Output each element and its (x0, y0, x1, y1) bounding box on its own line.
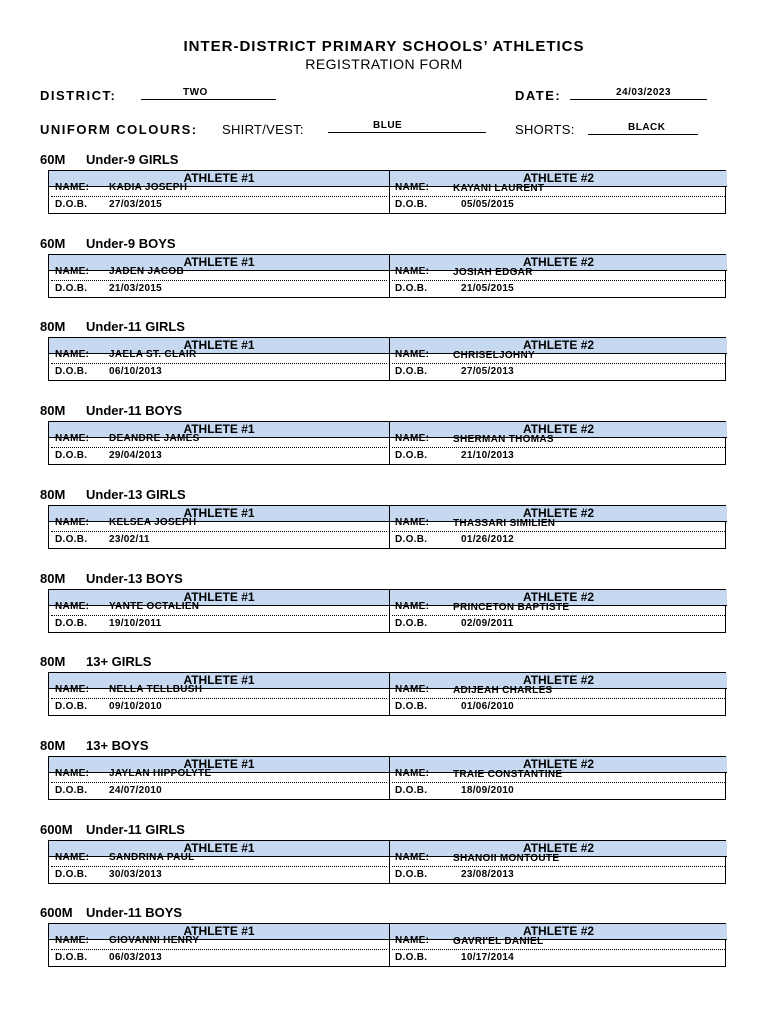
athlete2-header: ATHLETE #2 (390, 255, 727, 271)
section-title (40, 152, 178, 167)
section-title (40, 654, 151, 669)
row-divider (51, 949, 387, 950)
athlete1-dob[interactable]: 29/04/2013 (109, 450, 163, 461)
athlete2-dob[interactable]: 02/09/2011 (461, 618, 514, 629)
athlete1-dob[interactable]: 21/03/2015 (109, 283, 163, 294)
section-title (40, 487, 186, 502)
date-label: DATE: (515, 88, 562, 103)
row-divider (392, 949, 725, 950)
athlete1-dob[interactable]: 23/02/11 (109, 534, 150, 545)
athlete2-header: ATHLETE #2 (390, 590, 727, 606)
athlete2-dob[interactable]: 18/09/2010 (461, 785, 515, 796)
event-category: Under-13 GIRLS (86, 487, 186, 502)
column-divider (389, 186, 390, 214)
row-divider (51, 363, 387, 364)
name-label: NAME: (395, 935, 430, 946)
dob-label: D.O.B. (395, 618, 428, 629)
athlete1-dob[interactable]: 30/03/2013 (109, 869, 163, 880)
name-label: NAME: (395, 349, 430, 360)
dob-label: D.O.B. (395, 701, 428, 712)
row-divider (392, 447, 725, 448)
dob-label: D.O.B. (55, 283, 88, 294)
name-label: NAME: (55, 601, 90, 612)
row-divider (51, 866, 387, 867)
column-divider (389, 939, 390, 967)
event-category: Under-11 GIRLS (86, 822, 185, 837)
dob-label: D.O.B. (55, 450, 88, 461)
name-label: NAME: (395, 182, 430, 193)
row-divider (392, 698, 725, 699)
athlete2-name[interactable]: ADIJEAH CHARLES (453, 685, 553, 696)
form-title: INTER-DISTRICT PRIMARY SCHOOLS’ ATHLETICS (183, 38, 585, 55)
athlete-table (48, 337, 726, 381)
date-field[interactable]: 24/03/2023 (570, 87, 707, 100)
athlete2-name[interactable]: PRINCETON BAPTISTE (453, 602, 570, 613)
dob-label: D.O.B. (55, 701, 88, 712)
name-label: NAME: (395, 768, 430, 779)
dob-label: D.O.B. (395, 952, 428, 963)
row-divider (51, 615, 387, 616)
column-divider (389, 270, 390, 298)
name-label: NAME: (395, 433, 430, 444)
athlete2-dob[interactable]: 27/05/2013 (461, 366, 515, 377)
row-divider (51, 447, 387, 448)
name-label: NAME: (55, 266, 90, 277)
athlete1-header: ATHLETE #1 (49, 924, 390, 940)
athlete2-header: ATHLETE #2 (390, 673, 727, 689)
athlete1-header: ATHLETE #1 (49, 422, 390, 438)
district-field[interactable]: TWO (141, 87, 276, 100)
athlete1-name[interactable]: NELLA TELLBUSH (109, 684, 203, 695)
dob-label: D.O.B. (395, 366, 428, 377)
name-label: NAME: (55, 433, 90, 444)
name-label: NAME: (55, 852, 90, 863)
column-divider (389, 521, 390, 549)
column-divider (389, 605, 390, 633)
dob-label: D.O.B. (395, 534, 428, 545)
athlete2-name[interactable]: SHERMAN THOMAS (453, 434, 554, 445)
row-divider (392, 615, 725, 616)
athlete2-dob[interactable]: 21/05/2015 (461, 283, 515, 294)
event-distance: 80M (40, 738, 66, 753)
dob-label: D.O.B. (395, 785, 428, 796)
dob-label: D.O.B. (55, 618, 88, 629)
name-label: NAME: (395, 517, 430, 528)
name-label: NAME: (55, 768, 90, 779)
section-title (40, 571, 183, 586)
athlete1-name[interactable]: KELSEA JOSEPH (109, 517, 197, 528)
event-distance: 60M (40, 152, 66, 167)
section-title (40, 738, 149, 753)
athlete1-header: ATHLETE #1 (49, 255, 390, 271)
section-title (40, 319, 185, 334)
district-label: DISTRICT: (40, 88, 117, 103)
athlete1-dob[interactable]: 27/03/2015 (109, 199, 163, 210)
athlete2-name[interactable]: TRAIE CONSTANTINE (453, 769, 563, 780)
shorts-field[interactable]: BLACK (588, 122, 698, 135)
dob-label: D.O.B. (55, 199, 88, 210)
athlete1-header: ATHLETE #1 (49, 338, 390, 354)
athlete2-dob[interactable]: 23/08/2013 (461, 869, 515, 880)
event-distance: 80M (40, 487, 66, 502)
athlete2-name[interactable]: CHRISELJOHNY (453, 350, 535, 361)
athlete1-name[interactable]: KADIA JOSEPH (109, 182, 188, 193)
athlete1-header: ATHLETE #1 (49, 757, 390, 773)
event-distance: 80M (40, 654, 66, 669)
event-category: Under-9 GIRLS (86, 152, 179, 167)
athlete1-header: ATHLETE #1 (49, 590, 390, 606)
event-category: 13+ GIRLS (86, 654, 152, 669)
section-title (40, 905, 182, 920)
athlete1-name[interactable]: YANTE OCTALIEN (109, 601, 200, 612)
dob-label: D.O.B. (395, 450, 428, 461)
athlete2-dob[interactable]: 01/26/2012 (461, 534, 515, 545)
name-label: NAME: (395, 601, 430, 612)
athlete2-name[interactable]: THASSARI SIMILIEN (453, 518, 556, 529)
row-divider (392, 280, 725, 281)
dob-label: D.O.B. (55, 869, 88, 880)
event-category: Under-11 BOYS (86, 905, 183, 920)
row-divider (392, 363, 725, 364)
athlete2-dob[interactable]: 01/06/2010 (461, 701, 515, 712)
form-subtitle: REGISTRATION FORM (305, 56, 463, 72)
name-label: NAME: (395, 266, 430, 277)
name-label: NAME: (55, 517, 90, 528)
event-category: Under-11 BOYS (86, 403, 183, 418)
athlete2-name[interactable]: SHANOII MONTOUTE (453, 853, 560, 864)
athlete1-dob[interactable]: 06/10/2013 (109, 366, 163, 377)
event-distance: 80M (40, 571, 66, 586)
column-divider (389, 772, 390, 800)
dob-label: D.O.B. (55, 785, 88, 796)
uniform-colours-label: UNIFORM COLOURS: (40, 122, 198, 137)
row-divider (51, 698, 387, 699)
column-divider (389, 437, 390, 465)
athlete1-name[interactable]: JAYLAN HIPPOLYTE (109, 768, 212, 779)
event-distance: 80M (40, 319, 66, 334)
athlete-table (48, 254, 726, 298)
athlete-table (48, 756, 726, 800)
name-label: NAME: (395, 684, 430, 695)
row-divider (51, 196, 387, 197)
athlete2-header: ATHLETE #2 (390, 422, 727, 438)
shirt-vest-label: SHIRT/VEST: (222, 122, 304, 137)
row-divider (392, 531, 725, 532)
athlete2-dob[interactable]: 10/17/2014 (461, 952, 515, 963)
name-label: NAME: (55, 935, 90, 946)
athlete-table (48, 589, 726, 633)
athlete2-header: ATHLETE #2 (390, 924, 727, 940)
column-divider (389, 688, 390, 716)
section-title (40, 403, 182, 418)
event-category: Under-11 GIRLS (86, 319, 185, 334)
row-divider (51, 531, 387, 532)
dob-label: D.O.B. (55, 366, 88, 377)
athlete1-dob[interactable]: 09/10/2010 (109, 701, 163, 712)
athlete1-name[interactable]: JAELA ST. CLAIR (109, 349, 197, 360)
column-divider (389, 856, 390, 884)
athlete-table (48, 840, 726, 884)
event-distance: 60M (40, 236, 66, 251)
dob-label: D.O.B. (395, 283, 428, 294)
event-category: 13+ BOYS (86, 738, 149, 753)
row-divider (392, 782, 725, 783)
athlete-table (48, 170, 726, 214)
name-label: NAME: (55, 182, 90, 193)
athlete2-name[interactable]: GAVRI'EL DANIEL (453, 936, 544, 947)
athlete-table (48, 923, 726, 967)
row-divider (51, 280, 387, 281)
event-category: Under-13 BOYS (86, 571, 183, 586)
athlete-table (48, 672, 726, 716)
name-label: NAME: (395, 852, 430, 863)
shirt-field[interactable]: BLUE (328, 120, 486, 133)
athlete1-header: ATHLETE #1 (49, 841, 390, 857)
dob-label: D.O.B. (55, 534, 88, 545)
row-divider (392, 196, 725, 197)
athlete1-dob[interactable]: 06/03/2013 (109, 952, 163, 963)
athlete-table (48, 505, 726, 549)
athlete2-header: ATHLETE #2 (390, 506, 727, 522)
name-label: NAME: (55, 349, 90, 360)
event-category: Under-9 BOYS (86, 236, 176, 251)
dob-label: D.O.B. (395, 869, 428, 880)
athlete1-name[interactable]: JADEN JACOB (109, 266, 184, 277)
event-distance: 80M (40, 403, 66, 418)
row-divider (392, 866, 725, 867)
athlete2-name[interactable]: JOSIAH EDGAR (453, 267, 533, 278)
section-title (40, 822, 185, 837)
athlete1-header: ATHLETE #1 (49, 673, 390, 689)
athlete-table (48, 421, 726, 465)
athlete1-name[interactable]: GIOVANNI HENRY (109, 935, 200, 946)
athlete2-header: ATHLETE #2 (390, 841, 727, 857)
section-title (40, 236, 176, 251)
athlete2-dob[interactable]: 05/05/2015 (461, 199, 515, 210)
shorts-label: SHORTS: (515, 122, 575, 137)
dob-label: D.O.B. (55, 952, 88, 963)
athlete2-header: ATHLETE #2 (390, 171, 727, 187)
athlete1-dob[interactable]: 19/10/2011 (109, 618, 162, 629)
dob-label: D.O.B. (395, 199, 428, 210)
athlete2-header: ATHLETE #2 (390, 757, 727, 773)
event-distance: 600M (40, 822, 73, 837)
name-label: NAME: (55, 684, 90, 695)
athlete1-name[interactable]: SANDRINA PAUL (109, 852, 195, 863)
athlete1-dob[interactable]: 24/07/2010 (109, 785, 163, 796)
athlete1-header: ATHLETE #1 (49, 506, 390, 522)
athlete1-name[interactable]: DEANDRE JAMES (109, 433, 200, 444)
athlete2-dob[interactable]: 21/10/2013 (461, 450, 515, 461)
athlete2-name[interactable]: KAYANI LAURENT (453, 183, 545, 194)
event-distance: 600M (40, 905, 73, 920)
column-divider (389, 353, 390, 381)
athlete2-header: ATHLETE #2 (390, 338, 727, 354)
row-divider (51, 782, 387, 783)
athlete1-header: ATHLETE #1 (49, 171, 390, 187)
